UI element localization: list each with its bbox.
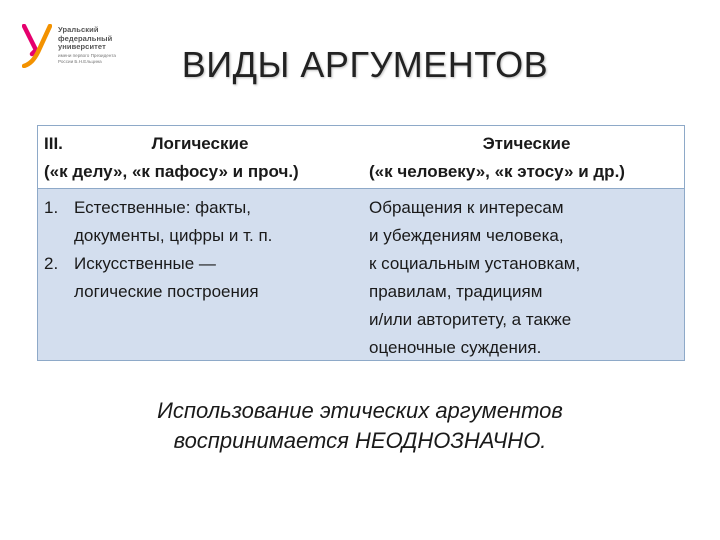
header-cell-ethical <box>363 126 684 186</box>
body-cell-logical <box>38 189 363 306</box>
header-cell-logical <box>38 126 363 186</box>
logo-line: Уральский <box>58 25 99 34</box>
header-logical-title-line <box>44 130 363 158</box>
ethical-text-line: оценочные суждения. <box>369 338 542 357</box>
list-item <box>44 194 363 250</box>
list-item-number: 1. <box>44 198 59 217</box>
conclusion-line: воспринимается НЕОДНОЗНАЧНО. <box>173 428 547 453</box>
logo-subline: России Б.Н.Ельцина <box>58 59 102 64</box>
ethical-text-line: правилам, традициям <box>369 282 543 301</box>
list-item-line: Искусственные — <box>74 254 216 273</box>
table-header-row <box>38 126 684 189</box>
logo-line: федеральный <box>58 33 113 43</box>
section-number: III. <box>44 134 63 153</box>
list-item-line: Естественные: факты, <box>74 198 251 217</box>
ethical-text-line: и убеждениям человека, <box>369 226 564 245</box>
ethical-text-line: к социальным установкам, <box>369 254 581 273</box>
list-item-line: документы, цифры и т. п. <box>74 226 273 245</box>
header-ethical-category: Этические <box>482 134 571 153</box>
logo-line: университет <box>58 42 106 51</box>
logical-arguments-list <box>44 189 363 306</box>
slide-title: ВИДЫ АРГУМЕНТОВ <box>181 44 549 85</box>
ethical-text-line: и/или авторитету, а также <box>369 310 572 329</box>
header-logical-category: Логические <box>151 134 249 153</box>
table-body-row <box>38 189 684 360</box>
list-item-number: 2. <box>44 254 59 273</box>
body-cell-ethical <box>363 189 684 362</box>
conclusion-line: Использование этических аргументов <box>157 398 563 423</box>
ethical-text-line: Обращения к интересам <box>369 198 564 217</box>
logo-subline: имени первого Президента <box>58 52 116 58</box>
header-logical-examples: («к делу», «к пафосу» и проч.) <box>44 162 299 181</box>
list-item-line: логические построения <box>74 282 259 301</box>
arguments-table <box>37 125 685 361</box>
list-item <box>44 250 363 306</box>
conclusion-note <box>0 396 720 456</box>
header-ethical-examples: («к человеку», «к этосу» и др.) <box>369 162 625 181</box>
